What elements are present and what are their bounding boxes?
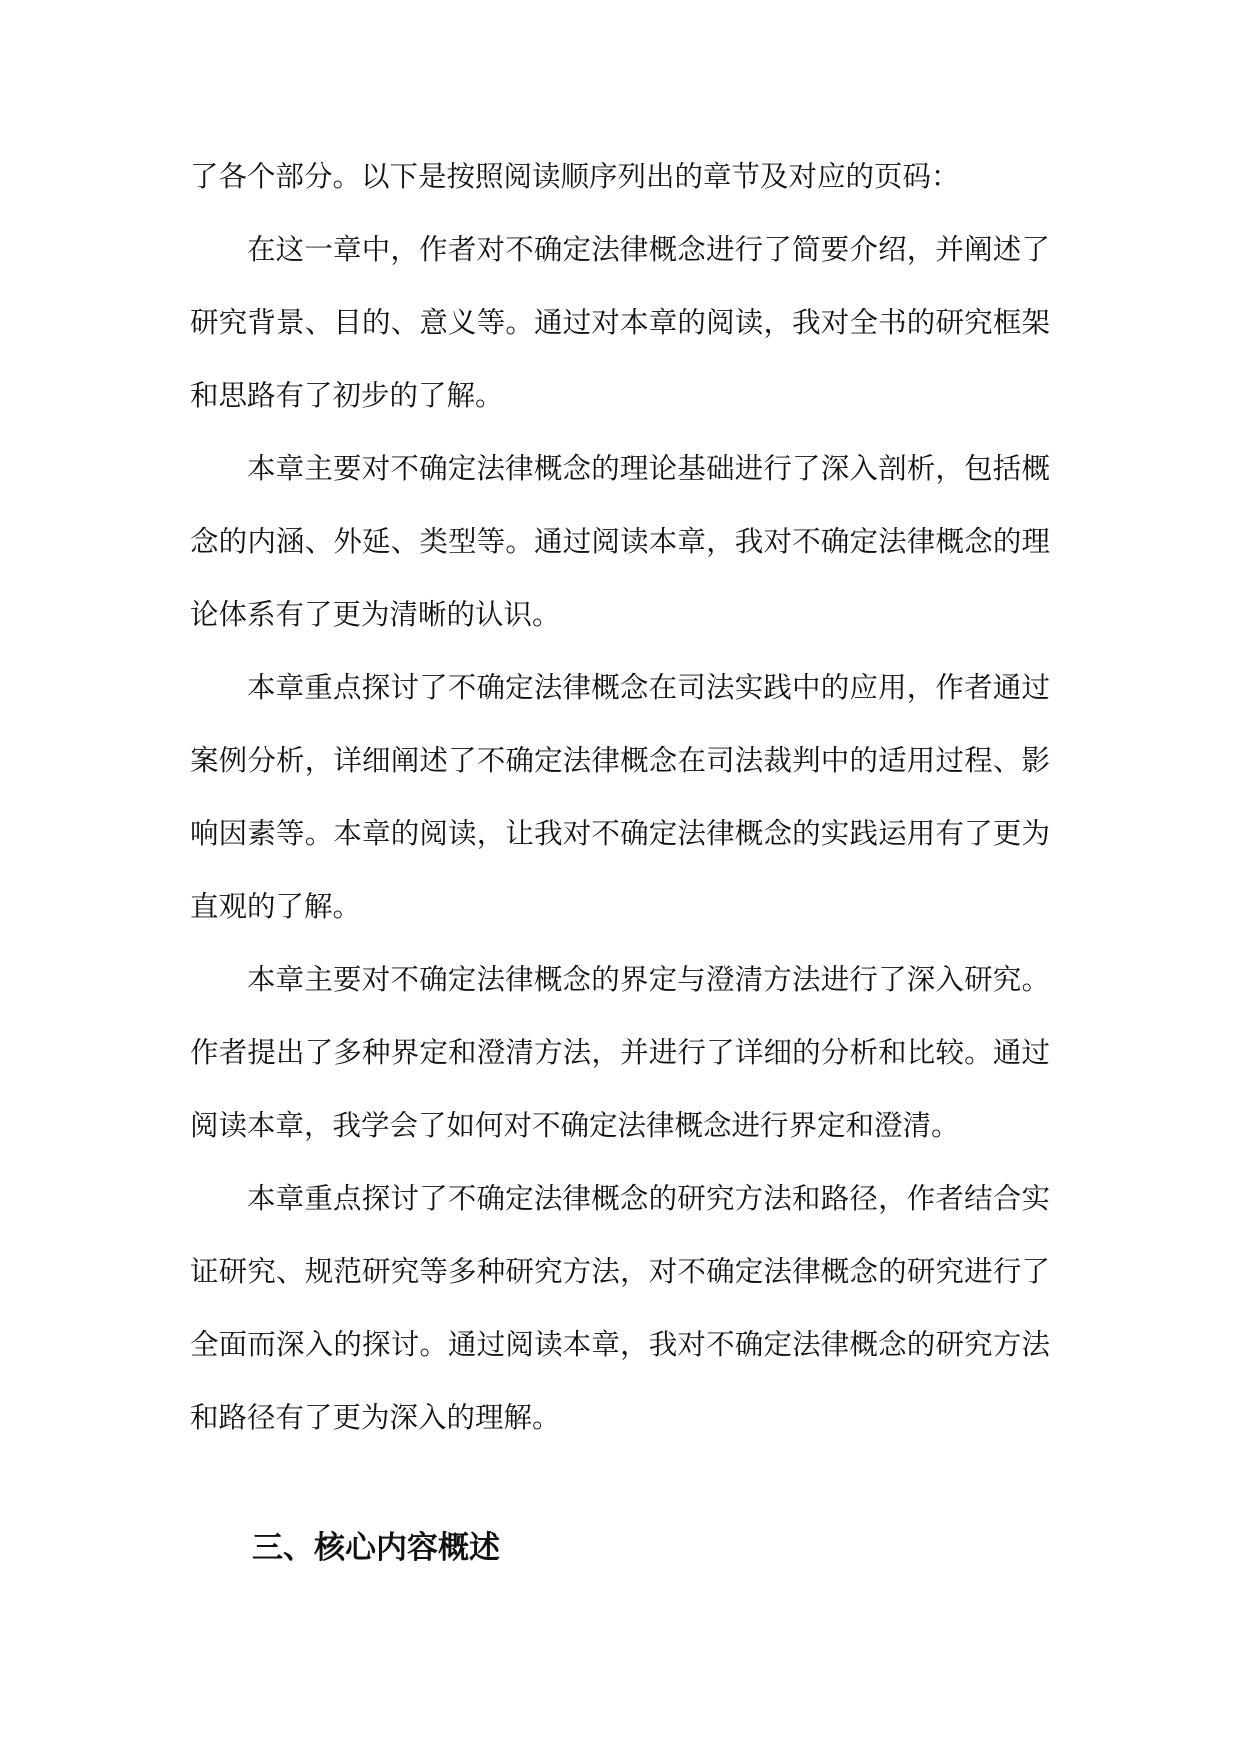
paragraph-theory-basis: 本章主要对不确定法律概念的理论基础进行了深入剖析，包括概念的内涵、外延、类型等。通过阅读本章，我对不确定法律概念的理论体系有了更为清晰的认识。 (190, 452, 1050, 631)
paragraph-research-methods: 本章重点探讨了不确定法律概念的研究方法和路径，作者结合实证研究、规范研究等多种研究方法，对不确定法律概念的研究进行了全面而深入的探讨。通过阅读本章，我对不确定法律概念的研究方法和路径有了更为深入的理解。 (190, 1182, 1050, 1434)
section-heading: 三、核心内容概述 (252, 1530, 500, 1566)
paragraph-judicial-practice: 本章重点探讨了不确定法律概念在司法实践中的应用，作者通过案例分析，详细阐述了不确定法律概念在司法裁判中的适用过程、影响因素等。本章的阅读，让我对不确定法律概念的实践运用有了更为直观的了解。 (190, 671, 1050, 923)
paragraph-continuation: 了各个部分。以下是按照阅读顺序列出的章节及对应的页码： (190, 160, 960, 193)
paragraph-chapter-intro: 在这一章中，作者对不确定法律概念进行了简要介绍，并阐述了研究背景、目的、意义等。通过对本章的阅读，我对全书的研究框架和思路有了初步的了解。 (190, 233, 1050, 412)
body-text (190, 140, 1050, 1454)
paragraph-definition-methods: 本章主要对不确定法律概念的界定与澄清方法进行了深入研究。作者提出了多种界定和澄清方法，并进行了详细的分析和比较。通过阅读本章，我学会了如何对不确定法律概念进行界定和澄清。 (190, 963, 1050, 1142)
